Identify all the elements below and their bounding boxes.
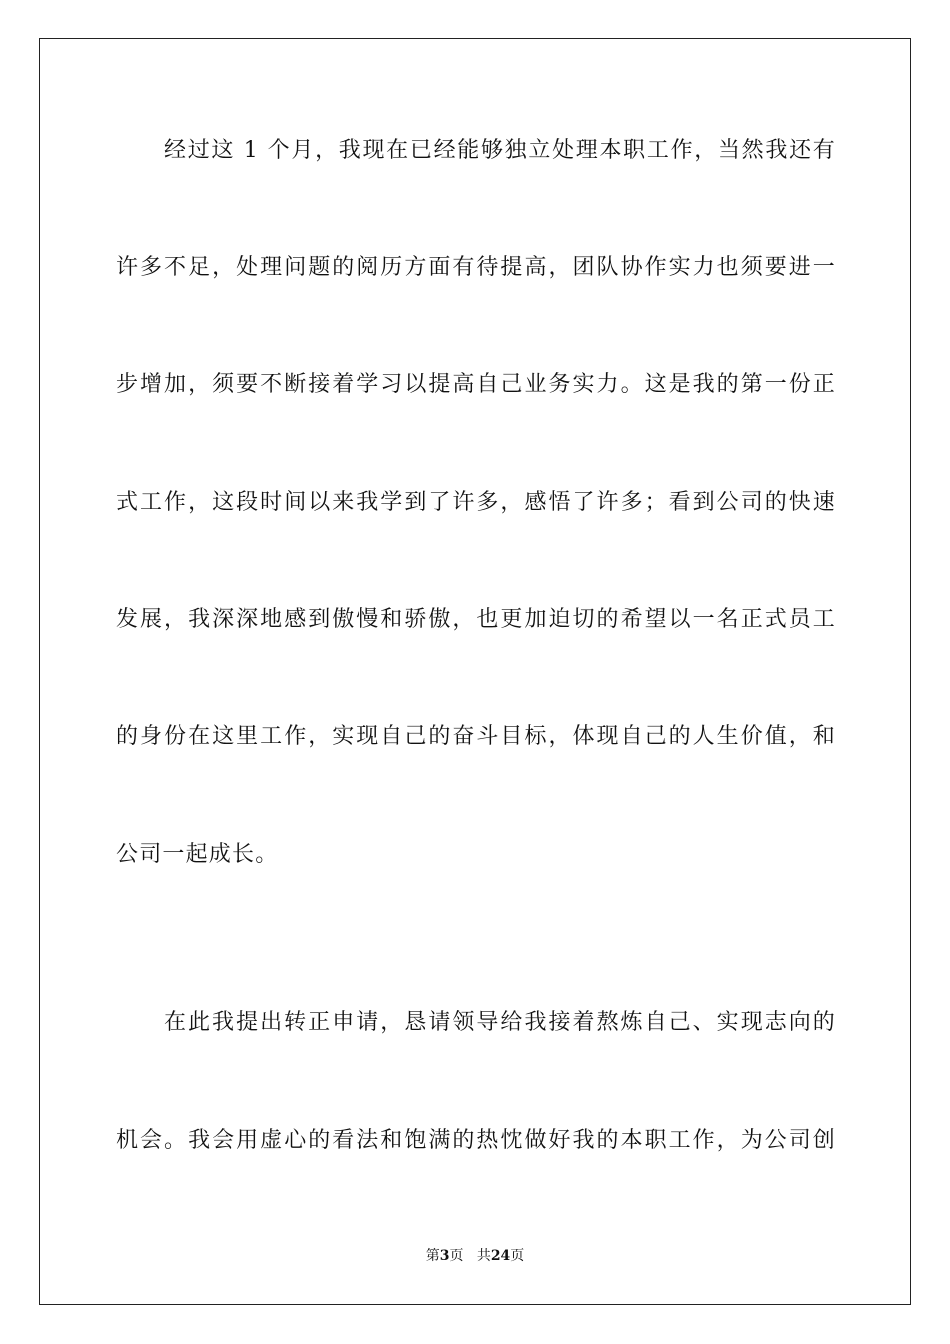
- paragraph-1-line-6: 的身份在这里工作，实现自己的奋斗目标，体现自己的人生价值，和: [116, 724, 836, 749]
- paragraph-1-line-1: 经过这 1 个月，我现在已经能够独立处理本职工作，当然我还有: [164, 138, 836, 163]
- page-footer: [0, 1246, 950, 1266]
- total-suffix: 页: [510, 1248, 525, 1264]
- paragraph-1-line-7: 公司一起成长。: [116, 842, 279, 867]
- current-page-number: 3: [439, 1248, 450, 1264]
- page-border: [39, 38, 911, 1305]
- page-suffix: 页: [449, 1248, 464, 1264]
- total-pages-number: 24: [490, 1248, 511, 1264]
- paragraph-2-line-2: 机会。我会用虚心的看法和饱满的热忱做好我的本职工作，为公司创: [116, 1128, 836, 1153]
- paragraph-1-line-5: 发展，我深深地感到傲慢和骄傲，也更加迫切的希望以一名正式员工: [116, 607, 836, 632]
- paragraph-1-line-4: 式工作，这段时间以来我学到了许多，感悟了许多；看到公司的快速: [116, 490, 836, 515]
- page-prefix: 第: [425, 1248, 440, 1264]
- paragraph-2-line-1: 在此我提出转正申请，恳请领导给我接着熬炼自己、实现志向的: [164, 1010, 836, 1035]
- paragraph-1-line-3: 步增加，须要不断接着学习以提高自己业务实力。这是我的第一份正: [116, 372, 836, 397]
- total-prefix: 共: [476, 1248, 491, 1264]
- paragraph-1-line-2: 许多不足，处理问题的阅历方面有待提高，团队协作实力也须要进一: [116, 255, 836, 280]
